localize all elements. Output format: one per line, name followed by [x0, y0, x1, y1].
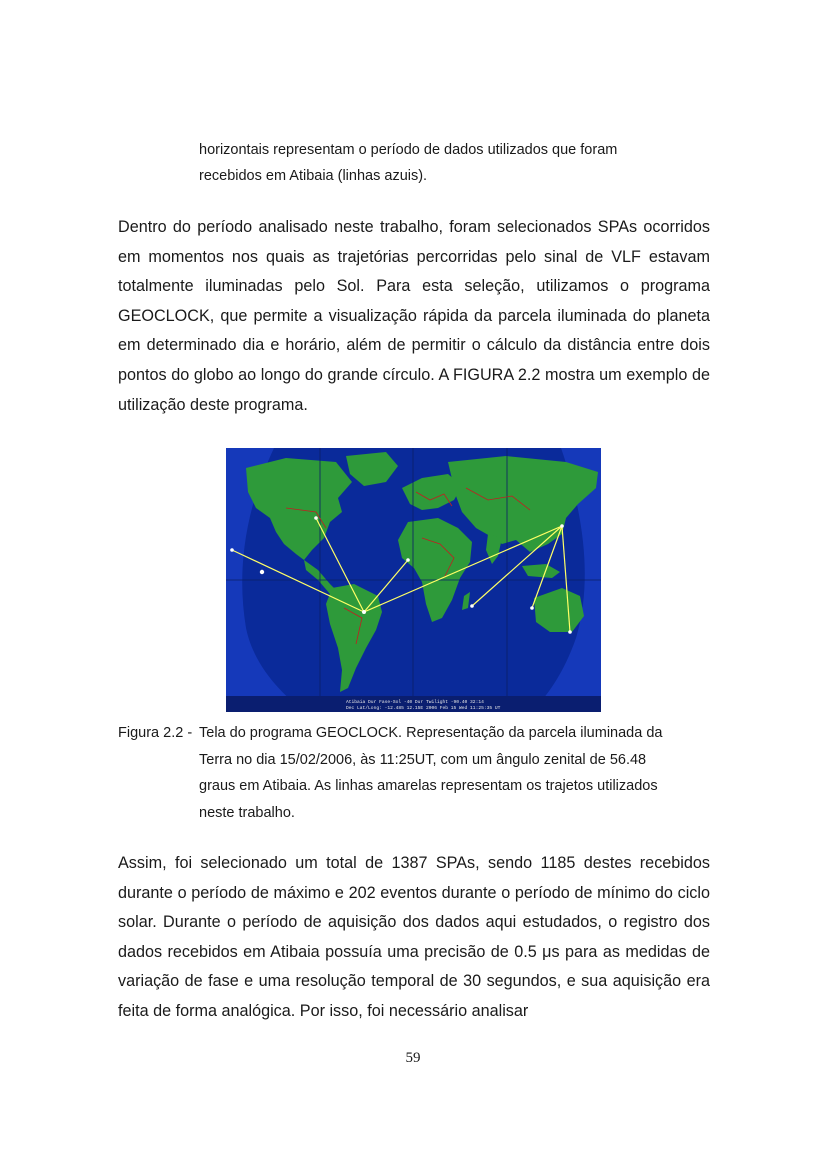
- page-number: 59: [405, 1050, 421, 1066]
- geoclock-figure: [226, 448, 601, 712]
- caption-line: recebidos em Atibaia (linhas azuis).: [199, 168, 428, 184]
- world-map: [226, 448, 601, 712]
- caption-line: Tela do programa GEOCLOCK. Representação da parcela iluminada da: [199, 725, 663, 741]
- figure-label: Figura 2.2 -: [118, 725, 193, 741]
- status-line-1: Atibaia Dur Fase-Sol -40 Dur Twilight -90.40 32:14: [346, 700, 484, 705]
- caption-line: Terra no dia 15/02/2006, às 11:25UT, com um ângulo zenital de 56.48: [199, 751, 647, 768]
- caption-line: neste trabalho.: [199, 804, 295, 821]
- figure-caption: [118, 720, 718, 826]
- caption-line: horizontais representam o período de dados utilizados que foram: [199, 142, 618, 158]
- caption-line: graus em Atibaia. As linhas amarelas representam os trajetos utilizados: [199, 778, 658, 794]
- previous-figure-caption: [199, 137, 669, 189]
- status-line-2: Dec Lat/Long: -12.485 12.15E 2006 Feb 15 Wed 11:25:35 UT: [346, 706, 501, 711]
- body-paragraph-1: Dentro do período analisado neste trabalho, foram selecionados SPAs ocorridos em momentos nos quais as trajetórias percorridas pelo sinal de VLF estavam totalmente iluminadas pelo Sol. Para esta seleção, utilizamos o programa GEOCLOCK, que permite a visualização rápida da parcela iluminada do planeta em determinado dia e horário, além de permitir o cálculo da distância entre dois pontos do globo ao longo do grande círculo. A FIGURA 2.2 mostra um exemplo de utilização deste programa.: [118, 218, 710, 414]
- body-paragraph-2: Assim, foi selecionado um total de 1387 SPAs, sendo 1185 destes recebidos durante o período de máximo e 202 eventos durante o período de mínimo do ciclo solar. Durante o período de aquisição dos dados aqui estudados, o registro dos dados recebidos em Atibaia possuía uma precisão de 0.5 μs para as medidas de variação de fase e uma resolução temporal de 30 segundos, e sua aquisição era feita de forma analógica. Por isso, foi necessário analisar: [118, 854, 710, 1020]
